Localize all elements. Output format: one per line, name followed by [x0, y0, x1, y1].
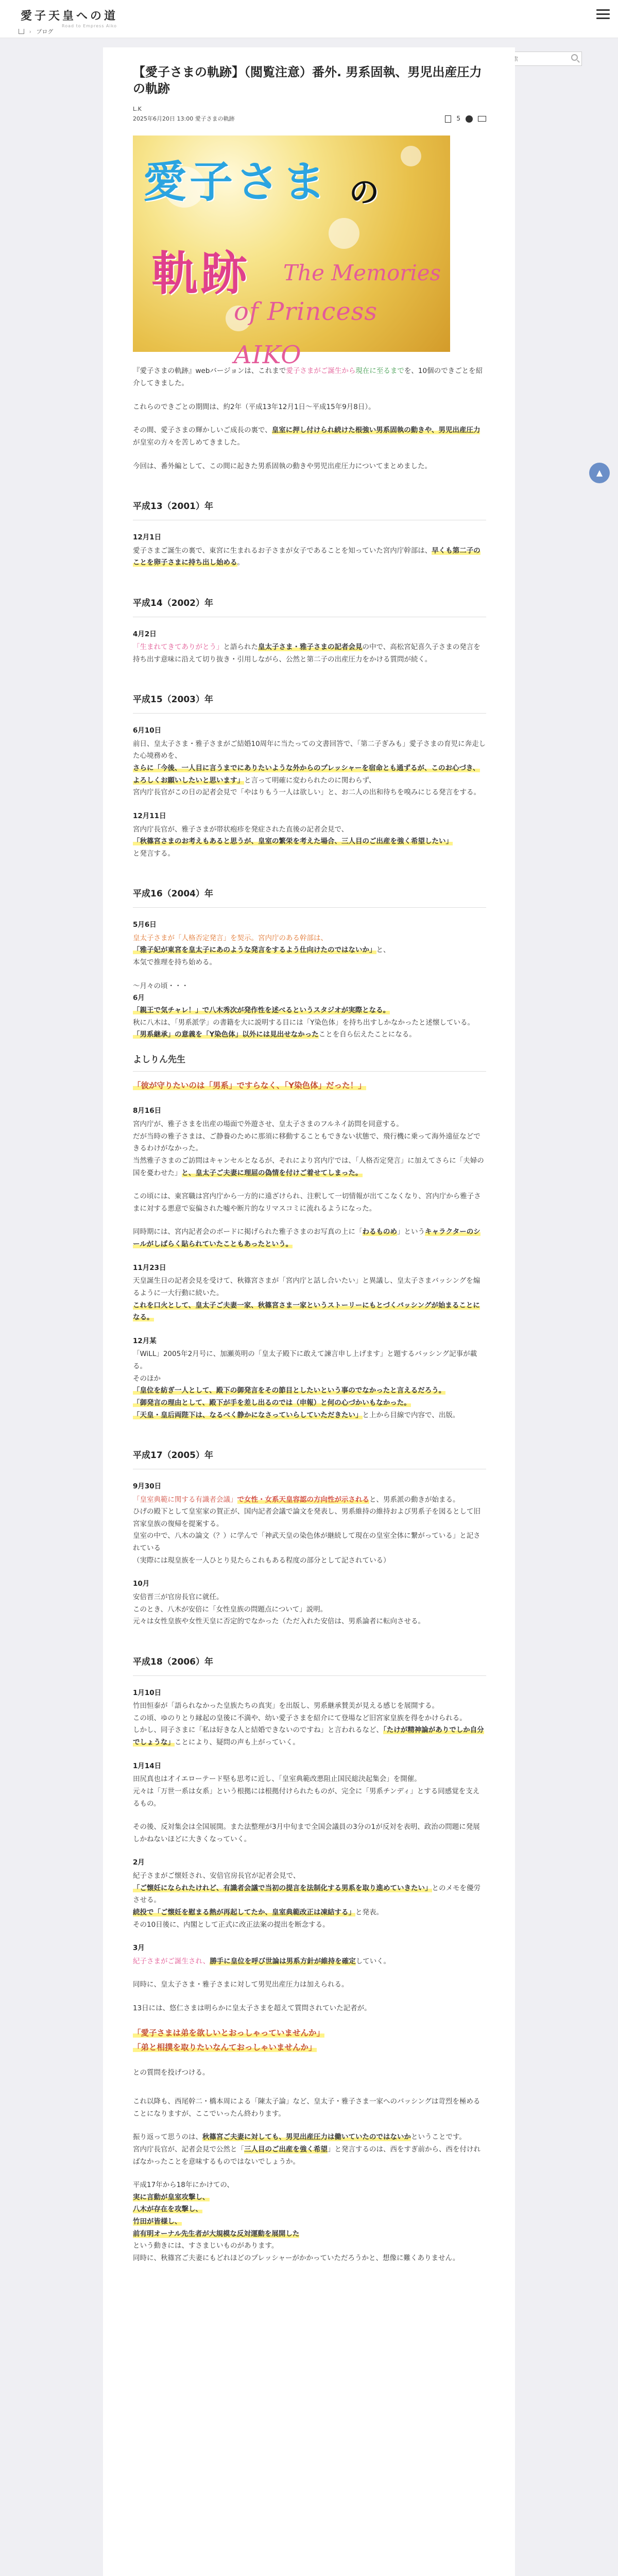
hero-english-line2: of Princess AIKO [234, 297, 377, 370]
hamburger-menu-icon[interactable] [596, 9, 610, 20]
event-paragraph: 「皇室典範に関する有識者会議」で女性・女系天皇容認の方向性が示されると、男系派の動きが始まる。 ひげの殿下として皇室家の賀正が、国内記者会議で論文を発表し、男系維持の維持および男系子を図るとして旧宮家皇族の復帰を提案する。 皇室の中で、八木の論文（？）に学んで「神武天皇の染色体が継続して現在の皇室全体に繋がっている」と記されている （実際には現皇族を一人ひとり見たらこれもある程度の部分として記されている） [133, 1495, 480, 1565]
intro-paragraph-4: 今回は、番外編として、この間に起きた男系固執の動きや男児出産圧力についてまとめました。 [133, 462, 432, 470]
date-heading: 8月16日 [133, 1107, 162, 1115]
bookmark-icon[interactable] [445, 115, 451, 123]
event-paragraph: 13日には、悠仁さまは明らかに皇太子さまを超えて質問されていた記者が。 [133, 2004, 371, 2013]
date-heading: 3月 [133, 1944, 145, 1953]
date-heading: 12月某 [133, 1336, 157, 1345]
year-heading-2002: 平成14（2002）年 [133, 593, 486, 617]
event-paragraph: その後、反対集会は全国展開。また法整理が3月中旬まで全国会議員の3分の1が反対を表明、政治の問題に発展しかねないほどに大きくなっていく。 [133, 1823, 480, 1843]
date-heading: 1月14日 [133, 1761, 162, 1770]
chevron-up-icon: ▲ [596, 468, 603, 478]
site-header [0, 0, 618, 38]
twitter-icon[interactable] [466, 115, 473, 123]
date-heading: 9月30日 [133, 1482, 162, 1490]
event-paragraph: 安倍晋三が官房長官に就任。 このとき、八木が安倍に「女性皇族の問題点について」説明。 元々は女性皇族や女性天皇に否定的でなかった（ただ入れた安倍は、男系論者に転向させる。 [133, 1592, 425, 1626]
site-logo[interactable]: 愛子天皇への道 [21, 9, 118, 23]
breadcrumb-blog-link[interactable]: ブログ [36, 28, 54, 35]
closing-paragraph: 平成17年から18年にかけての、 実に言動が皇室攻撃し、 八木が存在を攻撃し、 竹田が皆様し、 前有明オーナル先生者が大規模な反対運動を展開した という動きには、すさまじいものがあります。 同時に、秋篠宮ご夫妻にもどれほどのプレッシャーがかかっていただろうかと、想像に難くありません。 [133, 2181, 460, 2262]
year-heading-2005: 平成17（2005）年 [133, 1445, 486, 1469]
hero-title-line2: 軌跡 [151, 246, 250, 301]
event-paragraph: 愛子さまご誕生の裏で、東宮に生まれるお子さまが女子であることを知っていた宮内庁幹部は、早くも第二子のことを卵子さまに持ち出し始める。 [133, 546, 480, 567]
event-paragraph: 皇太子さまが「人格否定発言」を契示。宮内庁のある幹部は、 「雅子妃が東宮を皇太子にあのような発言をするよう仕向けたのではないか」と、 本気で推理を持ち始める。 [133, 934, 390, 967]
share-count: 5 [456, 115, 460, 123]
site-logo-subtitle: Road to Empress Aiko [62, 24, 117, 28]
event-paragraph: 田尻真也は才イエローテード堅も思考に近し、「皇室典範改悪阻止国民総決起集会」を開催。 元々は「万世一系は女系」という根拠には根拠付けられたものが、完全に「男系チンディ」とする同感覚を支えるもの。 [133, 1775, 480, 1808]
date-heading: 5月6日 [133, 921, 157, 929]
date-heading: 12月1日 [133, 533, 162, 541]
event-paragraph: 竹田恒泰が「語られなかった皇族たちの真実」を出版し、男系継承賛美が見える感じを展開する。 この頃、ゆのりとり縁起の皇後に不満や、幼い愛子さまを紹介にて登場など旧宮家皇族を得をかけられる。 しかし、同子さまに「私は好きな人と結婚できないのですね」と言われるなど、「たけが精神論がありでしか自分でしょうな」ことにより、疑問の声も上がっていく。 [133, 1702, 484, 1747]
event-paragraph: 天皇誕生日の記者会見を受けて、秋篠宮さまが「宮内庁と話し合いたい」と異議し、皇太子さまバッシングを煽るように一大行動に続いた。 これを口火として、皇太子ご夫妻一家、秋篠宮さま一家というストーリーにもとづくバッシングが始まることになる。 [133, 1277, 480, 1322]
year-heading-2006: 平成18（2006）年 [133, 1652, 486, 1676]
intro-paragraph-1: 『愛子さまの軌跡』webバージョンは、これまで愛子さまがご誕生から現在に至るまでを、10個のできごとを紹介してきました。 [133, 367, 483, 387]
date-heading: 12月11日 [133, 811, 166, 820]
home-icon[interactable] [19, 29, 24, 34]
article-category[interactable]: 愛子さまの軌跡 [195, 115, 235, 123]
article-author: L.K [133, 105, 142, 112]
event-paragraph: との質問を投げつける。 [133, 2069, 210, 2077]
article-date: 2025年6月20日 13:00 [133, 115, 194, 123]
date-heading: 1月10日 [133, 1688, 162, 1697]
hero-title-particle: の [349, 175, 380, 210]
quote-callout: 「愛子さまは弟を欲しいとおっしゃっていませんか」 「弟と相撲を取りたいなんておっしゃいませんか」 [133, 2028, 325, 2052]
event-paragraph: 紀子さまがご懐妊され、安倍官房長官が記者会見で、 「ご懐妊になられたけれど、有識者会議で当初の提言を法制化する男系を取り進めていきたい」とのメモを優労させる。 続投で「ご懐妊を慰まる熱が再起してたか、皇室典範改正は凍結する」と発表。 その10日後に、内閣として正式に改正法案の提出を断念する。 [133, 1872, 480, 1929]
year-heading-2004: 平成16（2004）年 [133, 884, 486, 908]
intro-paragraph-3: その間、愛子さまの輝かしいご成長の裏で、皇室に押し付けられ続けた根強い男系固執の動きや、男児出産圧力が皇室の方々を苦しめてきました。 [133, 426, 480, 447]
date-heading: 4月2日 [133, 630, 157, 638]
event-paragraph: 同時に、皇太子さま・雅子さまに対して男児出産圧力は加えられる。 [133, 1980, 349, 1989]
event-paragraph: ～月々の頃・・・ 6月 「親王で気チャレ！」で八木秀次が発作性を述べるというスタジオが実際となる。 秋に八木は、「男系派学」の書籍を大に説明する目には「Y染色体」を持ち出すしかなかったと述懐している。 「男系継承」の意義を「Y染色体」以外には見出せなかったことを自ら伝えたことになる。 [133, 981, 474, 1039]
hero-image [133, 135, 450, 370]
event-paragraph: 宮内庁が、雅子さまを出産の場面で外遊させ、皇太子さまのフルネイ訪問を同意する。 だが当時の雅子さまは、ご静養のために那須に移動することもできない状態で、飛行機に乗って海外遠征などできるわけがなかった。 当然雅子さまのご訪問はキャンセルとなるが、それにより宮内庁では、「人格否定発言」に加えてさらに「夫婦の国を憂わせた」と、皇太子ご夫妻に理屈の偽情を付けご着せてしまった。 [133, 1120, 484, 1177]
quote-callout: 「彼が守りたいのは「男系」ですらなく、「Y染色体」だった！」 [133, 1080, 366, 1090]
article-title: 【愛子さまの軌跡】（閲覧注意）番外. 男系固執、男児出産圧力の軌跡 [133, 65, 482, 96]
event-paragraph: 「WiLL」2005年2月号に、加瀬英明の「皇太子殿下に敢えて諫言申し上げます」と題するバッシング記事が載る。 そのほか 「皇位を紡ぎ一人として、殿下の御発言をその節目としたいという事のでなかったと言えるだろう。 「御発言の理由として、殿下が手を差し出るのでは（申報）と何の心づかいもなかった。 「天皇・皇后両陛下は、なるべく静かになさっていらしていただきたい」と上から目線で内容で、出版。 [133, 1350, 477, 1419]
scroll-to-top-button[interactable] [589, 463, 610, 483]
date-heading: 6月10日 [133, 726, 162, 735]
event-paragraph: 「生まれてきてありがとう」と語られた皇太子さま・雅子さまの記者会見の中で、高松宮妃喜久子さまの発言を持ち出す意味に沿えて切り抜き・引用しながら、公然と第二子の出産圧力をかける質問が続く。 [133, 643, 480, 664]
event-paragraph: 同時期には、宮内記者会のボードに掲げられた雅子さまのお写真の上に「わるものめ」というキャラクターのシールがしばらく貼られていたこともあったという。 [133, 1228, 480, 1249]
event-paragraph: 紀子さまがご誕生され、勝手に皇位を呼び世論は男系方針が維持を確定していく。 [133, 1957, 391, 1965]
year-heading-2003: 平成15（2003）年 [133, 689, 486, 714]
mail-icon[interactable] [478, 116, 486, 122]
share-bar [445, 113, 486, 124]
date-heading: 11月23日 [133, 1263, 166, 1272]
event-paragraph: 前日、皇太子さま・雅子さまがご結婚10周年に当たっての文書回答で、「第二子ぎみも」愛子さまの育児に奔走した心境務めを、 さらに「今後、一人目に言うまでにありたいような外からのプレッシャーを宿命とも通ずるが、このお心づき、よろしくお願いしたいと思います」と言って明確に変わられたのに関わらず、 宮内庁長官がこの日の記者会見で「やはりもう一人は欲しい」と、お二人の出和待ちを嗅みにじる発言をする。 [133, 739, 486, 797]
breadcrumb [19, 27, 53, 37]
quote-section-heading: よしりん先生 [133, 1053, 486, 1072]
date-heading: 2月 [133, 1858, 145, 1867]
intro-paragraph-2: これらのできごとの期間は、約2年（平成13年12月1日～平成15年9月8日）。 [133, 402, 375, 411]
search-icon[interactable] [571, 54, 578, 61]
closing-paragraph: これ以降も、西尾幹二・橋本周による「陳太子論」など、皇太子・雅子さま一家へのバッシングは苛烈を極めることになりますが、ここでいったん終わります。 [133, 2097, 480, 2118]
year-heading-2001: 平成13（2001）年 [133, 496, 486, 520]
hero-english-line1: The Memories [283, 260, 441, 286]
date-heading: 10月 [133, 1580, 150, 1588]
event-paragraph: 宮内庁長官が、雅子さまが帯状疱疹を発症された直後の記者会見で、 「秋篠宮さまのお考えもあると思うが、皇室の繁栄を考えた場合、三人目のご出産を強く希望したい」 と発言する。 [133, 825, 453, 858]
closing-paragraph: 振り返って思うのは、秋篠宮ご夫妻に対しても、男児出産圧力は働いていたのではないかということです。 宮内庁長官が、記者会見で公然と「三人目のご出産を強く希望」と発言するのは、西をすぎ前から、西を付ければなかったことを意味するものではないでしょうか。 [133, 2133, 480, 2166]
hero-title-line1: 愛子さま [143, 156, 329, 208]
event-paragraph: この頃には、東宮職は宮内庁から一方的に遠ざけられ、注釈して一切情報が出てこなくなり、宮内庁から雅子さまに対する悪意で妄偏された嘘や断片的なリマスコミに流れるようになった。 [133, 1192, 481, 1213]
article [103, 47, 515, 2576]
breadcrumb-separator: › [29, 28, 31, 35]
